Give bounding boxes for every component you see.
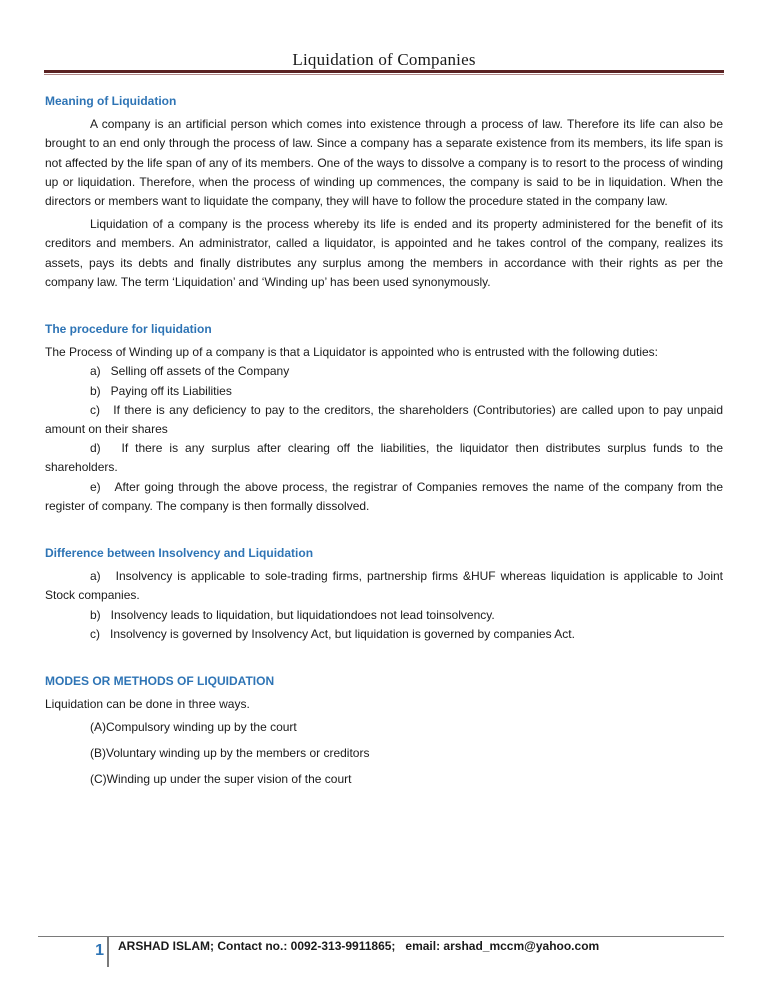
list-item-difference-c: c) Insolvency is governed by Insolvency Act, but liquidation is governed by companies Act. <box>90 626 575 641</box>
footer-divider <box>107 937 109 967</box>
title-rule-secondary <box>44 74 724 75</box>
document-body <box>45 92 723 792</box>
list-item-modes-b: (B)Voluntary winding up by the members or creditors <box>90 746 370 761</box>
list-item-modes-a: (A)Compulsory winding up by the court <box>90 720 297 735</box>
list-item-difference-b: b) Insolvency leads to liquidation, but liquidationdoes not lead toinsolvency. <box>90 607 495 622</box>
list-item-difference-a: a) Insolvency is applicable to sole-trading firms, partnership firms &HUF whereas liquidation is applicable to Joint Stock companies. <box>45 569 723 603</box>
title-rule <box>44 70 724 73</box>
list-item-procedure-b: b) Paying off its Liabilities <box>90 383 232 398</box>
list-item-procedure-d: d) If there is any surplus after clearing off the liabilities, the liquidator then distributes surplus funds to the shareholders. <box>45 441 723 475</box>
paragraph-meaning-2: Liquidation of a company is the process whereby its life is ended and its property administered for the benefit of its creditors and members. An administrator, called a liquidator, is appointed and he takes control of the company, realizes its assets, pays its debts and finally distributes any surplus among the members in accordance with their rights as per the company law. The term ‘Liquidation’ and ‘Winding up’ has been used synonymously. <box>45 217 723 289</box>
paragraph-meaning-1: A company is an artificial person which comes into existence through a process of law. Therefore its life can also be brought to an end only through the process of law. Since a company has a separate existence from its members, its life span is not affected by the life span of any of its members. One of the ways to dissolve a company is to resort to the process of winding up or liquidation. Therefore, when the process of winding up commences, the company is said to be in liquidation. When the directors or members want to liquidate the company, they will have to follow the procedure stated in the company law. <box>45 117 723 209</box>
list-item-procedure-e: e) After going through the above process, the registrar of Companies removes the name of the company from the register of company. The company is then formally dissolved. <box>45 479 723 513</box>
footer-contact: ARSHAD ISLAM; Contact no.: 0092-313-9911865; email: arshad_mccm@yahoo.com <box>118 939 600 953</box>
page-number: 1 <box>95 942 104 959</box>
paragraph-modes-intro: Liquidation can be done in three ways. <box>45 697 250 712</box>
list-item-modes-c: (C)Winding up under the super vision of the court <box>90 772 352 787</box>
heading-modes: MODES OR METHODS OF LIQUIDATION <box>45 674 275 689</box>
heading-meaning: Meaning of Liquidation <box>45 94 177 108</box>
footer-rule <box>38 936 724 937</box>
heading-difference: Difference between Insolvency and Liquidation <box>45 546 314 561</box>
list-item-procedure-a: a) Selling off assets of the Company <box>90 364 290 379</box>
list-item-procedure-c: c) If there is any deficiency to pay to the creditors, the shareholders (Contributories) are called upon to pay unpaid amount on their shares <box>45 402 723 437</box>
paragraph-procedure-intro: The Process of Winding up of a company is that a Liquidator is appointed who is entrusted with the following duties: <box>45 345 659 360</box>
heading-procedure: The procedure for liquidation <box>45 322 212 337</box>
page-title: Liquidation of Companies <box>292 50 476 69</box>
